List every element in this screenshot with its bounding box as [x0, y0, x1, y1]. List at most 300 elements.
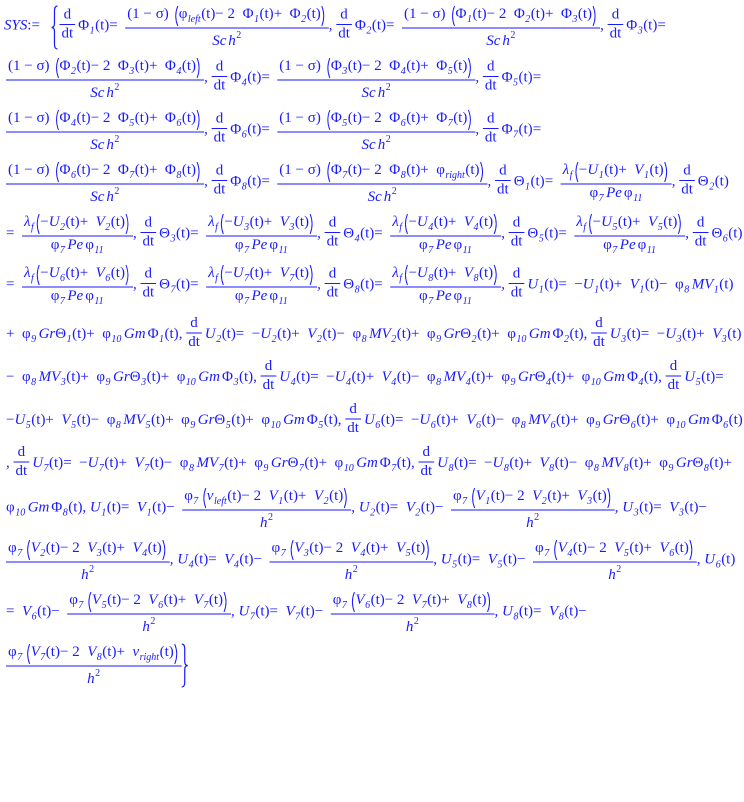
math-glyph: 5: [318, 420, 324, 431]
math-glyph: (t): [396, 369, 411, 385]
math-glyph: d: [669, 358, 678, 374]
math-glyph: φ: [584, 455, 594, 471]
math-glyph: ,: [614, 499, 619, 516]
math-glyph: (t): [164, 326, 179, 342]
math-glyph: 7: [289, 273, 295, 284]
math-glyph: 4: [241, 77, 247, 89]
math-glyph: (t): [682, 326, 697, 342]
math-glyph: (t): [572, 540, 588, 556]
close-paren: [608, 488, 610, 508]
math-glyph: 8: [473, 273, 479, 284]
math-glyph: V: [87, 540, 97, 556]
math-glyph: v: [132, 644, 140, 660]
math-glyph: 4: [465, 377, 471, 388]
math-glyph: 7: [462, 496, 468, 507]
math-glyph: Gm: [688, 412, 710, 428]
math-glyph: ,: [583, 326, 588, 342]
open-paren: [555, 540, 557, 560]
math-glyph: Gr: [518, 369, 535, 385]
math-glyph: 2: [105, 222, 111, 233]
math-glyph: =: [235, 326, 245, 342]
math-glyph: ,: [411, 455, 415, 471]
math-glyph: d: [349, 401, 357, 417]
math-glyph: U: [364, 412, 375, 428]
math-glyph: =: [386, 17, 395, 34]
math-glyph: −: [336, 326, 345, 342]
math-glyph: 2: [114, 134, 120, 145]
math-glyph: =: [389, 499, 399, 516]
open-paren: [328, 58, 330, 78]
math-glyph: V: [132, 540, 142, 556]
math-glyph: V: [136, 499, 147, 516]
math-glyph: (t): [644, 276, 660, 293]
math-glyph: U: [437, 455, 448, 471]
math-glyph: 5: [145, 420, 151, 431]
math-glyph: +: [570, 412, 579, 428]
math-glyph: ): [44, 110, 50, 126]
math-glyph: (t): [629, 455, 644, 471]
math-glyph: d: [328, 265, 337, 282]
math-glyph: (t): [231, 412, 246, 428]
math-glyph: Gr: [38, 326, 56, 342]
math-glyph: ,: [351, 499, 355, 516]
math-glyph: V: [669, 499, 679, 516]
math-glyph: 10: [270, 420, 281, 431]
close-paren: [126, 214, 128, 234]
math-glyph: Sc: [361, 85, 376, 101]
math-glyph: Gm: [283, 412, 305, 428]
math-glyph: d: [499, 162, 507, 179]
math-glyph: (t): [406, 110, 421, 126]
open-paren: [328, 110, 330, 130]
math-glyph: φ: [22, 326, 31, 342]
math-glyph: 7: [342, 170, 348, 181]
math-glyph: 4: [360, 548, 366, 559]
math-glyph: (t): [239, 551, 254, 568]
math-glyph: 7: [98, 463, 104, 474]
math-glyph: (t): [259, 6, 274, 22]
math-glyph: =: [532, 69, 542, 86]
math-glyph: f: [399, 273, 402, 284]
math-glyph: (t): [104, 455, 119, 471]
math-glyph: ,: [600, 17, 604, 34]
math-glyph: (t): [454, 455, 469, 471]
math-glyph: f: [569, 170, 573, 181]
math-glyph: d: [512, 265, 521, 282]
math-glyph: (t): [472, 592, 487, 608]
math-glyph: U: [419, 412, 431, 428]
math-glyph: (t): [255, 603, 270, 620]
math-glyph: (t): [283, 488, 298, 504]
math-glyph: =: [657, 17, 666, 34]
math-glyph: 11: [646, 245, 657, 256]
math-glyph: (t): [554, 455, 569, 471]
open-paren: [453, 6, 455, 26]
math-glyph: 2: [236, 30, 242, 41]
math-glyph: 7: [612, 245, 618, 256]
math-glyph: − 2: [90, 58, 111, 74]
math-glyph: (t): [306, 6, 321, 22]
math-glyph: (t): [194, 551, 209, 568]
math-glyph: V: [51, 369, 61, 385]
math-glyph: d: [683, 162, 691, 179]
math-glyph: 6: [241, 129, 247, 141]
math-glyph: h: [106, 85, 114, 101]
math-glyph: 10: [675, 420, 686, 431]
math-glyph: φ: [85, 288, 94, 304]
math-glyph: 7: [17, 548, 23, 559]
math-glyph: 7: [244, 296, 249, 307]
math-glyph: − 2: [384, 592, 405, 608]
math-glyph: V: [285, 603, 295, 620]
math-glyph: ,: [133, 225, 137, 242]
math-glyph: (t): [249, 265, 264, 281]
math-glyph: U: [587, 162, 599, 178]
math-glyph: Gm: [123, 326, 146, 342]
math-glyph: 2: [323, 496, 329, 507]
math-glyph: φ: [181, 412, 190, 428]
math-glyph: 2: [391, 186, 397, 197]
math-glyph: 7: [43, 463, 49, 474]
math-glyph: dt: [484, 77, 497, 94]
open-paren: [57, 162, 59, 182]
math-glyph: (t): [530, 173, 545, 190]
math-glyph: h: [383, 189, 392, 205]
math-glyph: (t): [472, 6, 487, 22]
math-glyph: (t): [411, 540, 426, 556]
math-glyph: ): [315, 162, 321, 178]
math-glyph: (t): [68, 499, 83, 516]
math-glyph: (1 −: [404, 6, 429, 22]
math-glyph: 1: [485, 496, 491, 507]
math-glyph: σ: [155, 6, 164, 22]
math-glyph: Θ: [711, 225, 723, 242]
math-glyph: (t): [151, 412, 166, 428]
math-glyph: V: [456, 369, 466, 385]
math-glyph: Gm: [603, 369, 625, 385]
math-glyph: Φ: [330, 110, 342, 126]
math-glyph: 11: [278, 296, 288, 307]
open-paren: [89, 592, 91, 612]
math-glyph: −: [411, 412, 420, 428]
math-glyph: h: [106, 137, 114, 153]
math-glyph: 2: [216, 334, 222, 345]
math-glyph: (t): [721, 551, 736, 568]
math-glyph: σ: [307, 58, 316, 74]
math-glyph: − 2: [504, 488, 525, 504]
math-glyph: V: [22, 603, 32, 620]
math-glyph: +: [650, 412, 659, 428]
math-glyph: (t): [375, 499, 390, 516]
math-glyph: =: [395, 412, 404, 428]
math-glyph: φ: [659, 455, 668, 471]
math-glyph: d: [611, 6, 620, 23]
math-glyph: −: [495, 412, 505, 428]
math-glyph: (t): [701, 369, 716, 385]
math-glyph: Φ: [561, 6, 572, 22]
math-glyph: +: [450, 412, 459, 428]
math-glyph: (t): [636, 412, 651, 428]
math-glyph: 11: [462, 245, 472, 256]
math-glyph: (t): [181, 58, 197, 74]
math-glyph: φ: [261, 412, 271, 428]
math-glyph: d: [264, 358, 273, 374]
math-glyph: 7: [144, 463, 150, 474]
math-glyph: (t): [45, 644, 60, 660]
math-glyph: φ: [269, 288, 279, 304]
math-glyph: h: [377, 137, 386, 153]
math-glyph: (t): [360, 225, 375, 242]
math-glyph: 11: [94, 245, 104, 256]
math-glyph: 7: [78, 600, 84, 611]
math-glyph: dt: [510, 233, 523, 250]
math-glyph: 1: [644, 170, 649, 181]
math-glyph: Pe: [435, 288, 452, 304]
math-glyph: U: [87, 455, 99, 471]
math-glyph: (t): [396, 455, 411, 471]
math-glyph: h: [260, 515, 268, 531]
math-glyph: (t): [76, 58, 91, 74]
math-glyph: −: [40, 265, 49, 281]
math-glyph: (1 −: [279, 58, 305, 74]
math-glyph: (t): [420, 499, 435, 516]
math-glyph: (t): [31, 412, 46, 428]
math-glyph: φ: [6, 499, 15, 516]
math-glyph: −: [408, 214, 417, 230]
math-glyph: Φ: [389, 110, 401, 126]
math-glyph: 2: [95, 668, 101, 679]
math-glyph: 4: [546, 377, 551, 388]
math-glyph: dt: [15, 463, 28, 479]
math-glyph: 8: [513, 611, 519, 623]
math-glyph: (t): [176, 225, 191, 242]
math-glyph: ): [315, 58, 321, 74]
math-glyph: φ: [535, 540, 544, 556]
open-paren: [57, 58, 59, 78]
math-glyph: 6: [550, 420, 556, 431]
math-glyph: d: [17, 444, 26, 460]
math-glyph: −: [90, 412, 100, 428]
math-glyph: U: [204, 326, 216, 342]
math-glyph: dt: [593, 334, 605, 350]
math-glyph: φ: [85, 237, 94, 253]
math-glyph: +: [86, 326, 95, 342]
math-glyph: Gm: [356, 455, 378, 471]
math-glyph: 8: [176, 170, 182, 181]
math-glyph: 8: [62, 507, 68, 519]
math-glyph: 7: [249, 611, 255, 623]
math-glyph: +: [643, 455, 652, 471]
math-glyph: 6: [669, 548, 675, 559]
math-glyph: Φ: [147, 326, 159, 342]
math-glyph: φ: [50, 288, 60, 304]
math-glyph: Φ: [222, 369, 233, 385]
math-glyph: U: [684, 369, 696, 385]
math-glyph: 2: [709, 181, 715, 193]
close-paren: [344, 488, 346, 508]
math-glyph: +: [263, 214, 273, 230]
math-glyph: 4: [188, 559, 194, 571]
math-glyph: 1: [598, 170, 604, 181]
math-glyph: φ: [234, 237, 244, 253]
math-glyph: −: [656, 326, 666, 342]
math-glyph: (t): [564, 603, 579, 620]
math-glyph: −: [435, 499, 444, 516]
math-glyph: Gr: [675, 455, 693, 471]
open-paren: [204, 488, 206, 508]
math-glyph: U: [32, 455, 44, 471]
math-glyph: Φ: [164, 110, 176, 126]
math-glyph: φ: [254, 455, 263, 471]
math-glyph: Sc: [90, 85, 105, 101]
close-brace: [182, 644, 188, 687]
math-glyph: U: [177, 551, 189, 568]
math-glyph: φ: [453, 488, 462, 504]
math-glyph: =: [374, 225, 383, 242]
math-glyph: Gr: [602, 412, 620, 428]
math-glyph: (t): [176, 276, 191, 293]
math-glyph: 3: [289, 222, 295, 233]
math-glyph: =: [109, 17, 118, 34]
math-glyph: 2: [40, 548, 46, 559]
math-glyph: (t): [49, 455, 64, 471]
math-glyph: (t): [544, 225, 559, 242]
math-glyph: +: [643, 540, 652, 556]
math-glyph: 2: [271, 334, 277, 345]
math-glyph: 8: [549, 463, 555, 474]
math-glyph: (t): [490, 488, 505, 504]
math-glyph: d: [595, 315, 603, 331]
math-glyph: ,: [204, 173, 208, 190]
math-glyph: 7: [421, 600, 427, 611]
math-glyph: Sc: [361, 137, 376, 153]
math-glyph: d: [215, 110, 224, 127]
math-glyph: 7: [428, 245, 434, 256]
math-glyph: M: [196, 455, 209, 471]
open-paren: [176, 6, 178, 26]
math-glyph: (t): [556, 412, 571, 428]
math-glyph: +: [565, 369, 575, 385]
math-glyph: σ: [432, 6, 441, 22]
math-glyph: Φ: [330, 58, 342, 74]
math-glyph: ): [44, 162, 50, 178]
math-glyph: (t): [304, 455, 319, 471]
math-glyph: 2: [534, 512, 540, 523]
math-glyph: φ: [453, 237, 463, 253]
math-glyph: V: [294, 540, 304, 556]
math-glyph: φ: [178, 6, 188, 22]
math-glyph: − 2: [60, 644, 80, 660]
math-glyph: 6: [630, 420, 636, 431]
math-glyph: (t): [509, 455, 524, 471]
math-glyph: Gm: [528, 326, 551, 342]
math-glyph: Φ: [51, 499, 63, 516]
math-glyph: d: [422, 444, 430, 460]
math-glyph: V: [148, 592, 158, 608]
math-glyph: (t): [436, 412, 451, 428]
math-glyph: (t): [110, 265, 125, 281]
math-glyph: U: [582, 276, 594, 293]
math-glyph: ,: [433, 551, 438, 568]
math-glyph: V: [557, 540, 567, 556]
math-glyph: +: [149, 58, 158, 74]
math-glyph: +: [411, 326, 420, 342]
math-glyph: dt: [484, 129, 497, 146]
math-glyph: (t): [351, 369, 366, 385]
math-glyph: 8: [503, 463, 509, 474]
math-glyph: φ: [22, 369, 31, 385]
math-glyph: U: [601, 214, 612, 230]
math-glyph: −: [51, 603, 60, 620]
math-glyph: M: [443, 369, 457, 385]
math-glyph: Pe: [67, 237, 84, 253]
math-glyph: λ: [392, 265, 399, 281]
math-glyph: (t): [227, 488, 242, 504]
math-glyph: Θ: [513, 173, 525, 190]
math-glyph: f: [215, 222, 218, 233]
math-glyph: (t): [309, 540, 324, 556]
math-glyph: 3: [587, 496, 593, 507]
open-paren: [221, 265, 223, 285]
math-glyph: −: [484, 455, 493, 471]
math-glyph: V: [463, 265, 474, 281]
math-glyph: (t): [300, 603, 315, 620]
math-glyph: 5: [71, 420, 77, 431]
math-glyph: V: [350, 540, 360, 556]
math-glyph: +: [165, 412, 174, 428]
math-glyph: V: [224, 551, 234, 568]
math-glyph: +: [45, 412, 54, 428]
math-glyph: (t): [530, 6, 545, 22]
math-glyph: Φ: [306, 412, 318, 428]
math-glyph: −: [659, 276, 668, 293]
math-glyph: (t): [453, 110, 468, 126]
math-glyph: ,: [671, 173, 676, 190]
math-glyph: (t): [728, 225, 743, 242]
math-glyph: 4: [400, 66, 406, 77]
math-glyph: h: [377, 85, 386, 101]
math-glyph: h: [106, 189, 114, 205]
math-glyph: Φ: [230, 173, 242, 190]
math-glyph: 1: [101, 507, 107, 519]
math-glyph: (t): [239, 369, 254, 385]
math-glyph: V: [532, 488, 542, 504]
math-glyph: U: [232, 265, 244, 281]
math-glyph: 4: [391, 377, 397, 388]
math-glyph: 6: [430, 420, 436, 431]
math-glyph: −: [592, 214, 602, 230]
math-glyph: (t): [684, 499, 699, 516]
math-glyph: (t): [110, 214, 125, 230]
math-glyph: ,: [487, 173, 492, 190]
math-glyph: 3: [233, 377, 239, 388]
math-glyph: −: [517, 551, 526, 568]
math-glyph: dt: [213, 129, 226, 146]
math-glyph: SYS: [4, 17, 28, 34]
math-glyph: −: [6, 369, 15, 385]
math-glyph: =: [63, 455, 72, 471]
math-glyph: φ: [234, 288, 244, 304]
math-glyph: −: [411, 369, 420, 385]
close-paren: [678, 214, 680, 234]
math-glyph: Θ: [697, 173, 709, 190]
math-glyph: φ: [675, 276, 684, 293]
math-glyph: Φ: [242, 6, 254, 22]
math-glyph: Θ: [159, 225, 170, 242]
math-glyph: +: [613, 276, 623, 293]
math-glyph: Φ: [389, 58, 401, 74]
math-glyph: d: [340, 6, 348, 23]
